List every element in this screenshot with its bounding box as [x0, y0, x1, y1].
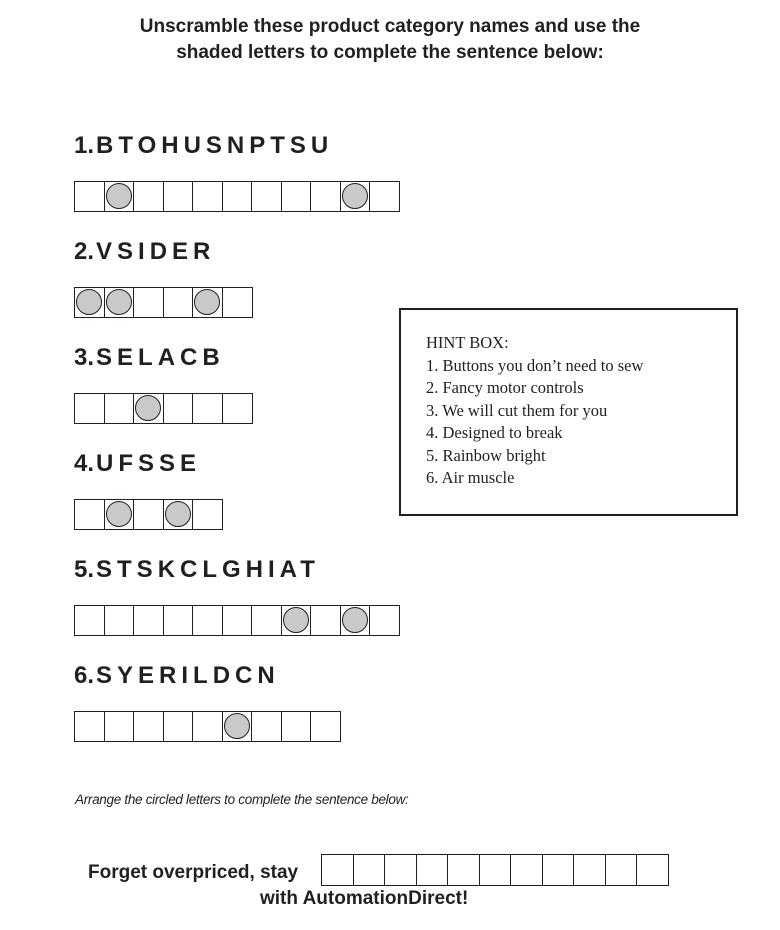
answer-letter-box[interactable] [384, 854, 417, 886]
puzzle-6 [74, 662, 280, 690]
hint-item-2: 2. Fancy motor controls [426, 378, 584, 397]
letter-box[interactable] [192, 287, 223, 318]
shaded-circle-marker [342, 607, 368, 633]
letter-box[interactable] [310, 711, 341, 742]
puzzle-5 [74, 556, 320, 584]
answer-boxes-4[interactable] [74, 499, 222, 530]
shaded-circle-marker [106, 183, 132, 209]
letter-box[interactable] [222, 181, 253, 212]
letter-box[interactable] [104, 605, 135, 636]
title-line-2: shaded letters to complete the sentence below: [176, 42, 604, 63]
scrambled-letters: BTOHUSNPTSU [96, 132, 334, 159]
shaded-circle-marker [342, 183, 368, 209]
scrambled-word-4 [74, 450, 201, 478]
letter-box[interactable] [310, 605, 341, 636]
title-line-1: Unscramble these product category names and use the [139, 16, 641, 37]
letter-box[interactable] [104, 711, 135, 742]
letter-box[interactable] [74, 711, 105, 742]
answer-boxes-1[interactable] [74, 181, 399, 212]
letter-box[interactable] [192, 605, 223, 636]
answer-letter-box[interactable] [353, 854, 386, 886]
letter-box[interactable] [163, 711, 194, 742]
letter-box[interactable] [222, 711, 253, 742]
shaded-circle-marker [224, 713, 250, 739]
letter-box[interactable] [251, 711, 282, 742]
letter-box[interactable] [163, 605, 194, 636]
letter-box[interactable] [281, 181, 312, 212]
letter-box[interactable] [74, 499, 105, 530]
hint-item-6: 6. Air muscle [426, 468, 515, 487]
letter-box[interactable] [369, 605, 400, 636]
puzzle-number: 2. [74, 238, 95, 265]
puzzle-2 [74, 238, 215, 266]
letter-box[interactable] [74, 393, 105, 424]
letter-box[interactable] [222, 393, 253, 424]
answer-letter-box[interactable] [321, 854, 354, 886]
letter-box[interactable] [133, 711, 164, 742]
letter-box[interactable] [74, 605, 105, 636]
hint-item-5: 5. Rainbow bright [426, 445, 546, 465]
hint-box-title: HINT BOX: [426, 333, 509, 352]
letter-box[interactable] [74, 287, 105, 318]
scrambled-word-1 [74, 132, 333, 160]
scrambled-letters: SYERILDCN [96, 662, 280, 689]
letter-box[interactable] [251, 181, 282, 212]
answer-boxes-2[interactable] [74, 287, 251, 318]
answer-boxes-3[interactable] [74, 393, 251, 424]
letter-box[interactable] [104, 181, 135, 212]
scrambled-letters: STSKCLGHIAT [96, 556, 320, 583]
scrambled-letters: VSIDER [96, 238, 216, 265]
puzzle-number: 3. [74, 344, 95, 371]
answer-letter-box[interactable] [479, 854, 512, 886]
scrambled-letters: UFSSE [96, 450, 202, 477]
letter-box[interactable] [163, 181, 194, 212]
letter-box[interactable] [163, 287, 194, 318]
letter-box[interactable] [133, 393, 164, 424]
shaded-circle-marker [135, 395, 161, 421]
shaded-circle-marker [194, 289, 220, 315]
answer-letter-box[interactable] [542, 854, 575, 886]
letter-box[interactable] [192, 711, 223, 742]
puzzle-number: 6. [74, 662, 95, 689]
answer-letter-box[interactable] [447, 854, 480, 886]
scrambled-word-6 [74, 662, 280, 690]
answer-boxes-5[interactable] [74, 605, 399, 636]
letter-box[interactable] [192, 393, 223, 424]
letter-box[interactable] [163, 393, 194, 424]
sentence-part-1: Forget overpriced, stay [88, 862, 299, 883]
answer-letter-box[interactable] [510, 854, 543, 886]
letter-box[interactable] [133, 287, 164, 318]
puzzle-1 [74, 132, 333, 160]
hint-item-1: 1. Buttons you don’t need to sew [426, 355, 644, 375]
letter-box[interactable] [310, 181, 341, 212]
answer-letter-box[interactable] [573, 854, 606, 886]
page-title [0, 14, 780, 66]
shaded-circle-marker [106, 289, 132, 315]
letter-box[interactable] [74, 181, 105, 212]
scrambled-letters: SELACB [96, 344, 225, 371]
letter-box[interactable] [222, 287, 253, 318]
letter-box[interactable] [192, 499, 223, 530]
letter-box[interactable] [251, 605, 282, 636]
letter-box[interactable] [133, 181, 164, 212]
answer-letter-box[interactable] [605, 854, 638, 886]
letter-box[interactable] [163, 499, 194, 530]
hint-item-4: 4. Designed to break [426, 423, 563, 442]
letter-box[interactable] [281, 605, 312, 636]
puzzle-4 [74, 450, 201, 478]
letter-box[interactable] [222, 605, 253, 636]
shaded-circle-marker [76, 289, 102, 315]
letter-box[interactable] [340, 605, 371, 636]
instructions-text: Arrange the circled letters to complete the sentence below: [75, 792, 409, 807]
puzzle-number: 5. [74, 556, 95, 583]
letter-box[interactable] [104, 393, 135, 424]
puzzle-3 [74, 344, 225, 372]
shaded-circle-marker [283, 607, 309, 633]
shaded-circle-marker [106, 501, 132, 527]
letter-box[interactable] [192, 181, 223, 212]
letter-box[interactable] [133, 499, 164, 530]
letter-box[interactable] [281, 711, 312, 742]
final-answer-boxes[interactable] [321, 854, 668, 886]
letter-box[interactable] [104, 287, 135, 318]
puzzle-number: 1. [74, 132, 95, 159]
hint-box [399, 308, 738, 516]
answer-boxes-6[interactable] [74, 711, 340, 742]
scrambled-word-2 [74, 238, 215, 266]
letter-box[interactable] [369, 181, 400, 212]
hint-list [426, 355, 736, 490]
letter-box[interactable] [340, 181, 371, 212]
scrambled-word-3 [74, 344, 225, 372]
shaded-circle-marker [165, 501, 191, 527]
answer-letter-box[interactable] [416, 854, 449, 886]
hint-item-3: 3. We will cut them for you [426, 400, 608, 420]
sentence-part-2: with AutomationDirect! [260, 888, 469, 909]
scrambled-word-5 [74, 556, 320, 584]
letter-box[interactable] [104, 499, 135, 530]
puzzle-number: 4. [74, 450, 95, 477]
letter-box[interactable] [133, 605, 164, 636]
answer-letter-box[interactable] [636, 854, 669, 886]
